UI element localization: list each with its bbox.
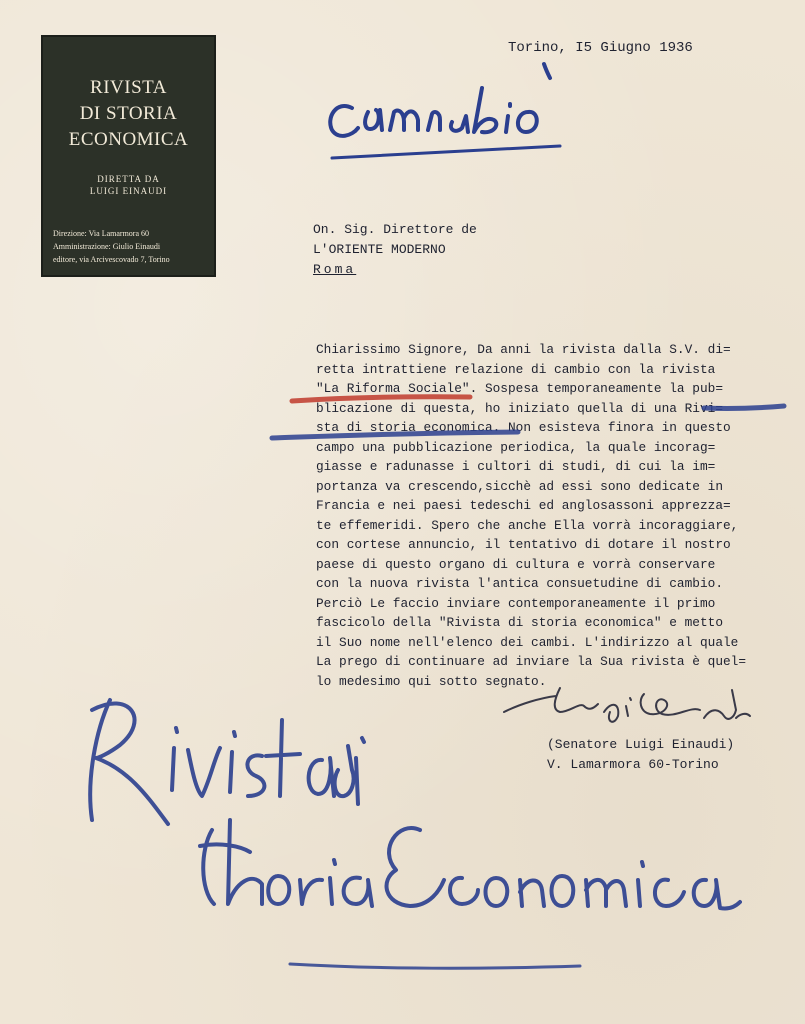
addressee-line: L'ORIENTE MODERNO	[313, 242, 446, 257]
signature-block	[547, 735, 734, 775]
handwritten-cambio-mark	[330, 64, 550, 136]
handwritten-rivista-di-storia-economica	[90, 700, 740, 909]
addressee-city: Roma	[313, 262, 357, 277]
body-line: campo una pubblicazione periodica, la quale incorag=	[316, 439, 716, 455]
letterhead-address	[53, 227, 206, 266]
letterhead-title	[43, 75, 214, 153]
body-line: "La Riforma Sociale". Sospesa temporaneamente la pub=	[316, 381, 724, 396]
addressee-line: On. Sig. Direttore de	[313, 222, 477, 237]
signature-address-line: V. Lamarmora 60-Torino	[547, 757, 719, 772]
letterhead-title-line: ECONOMICA	[68, 129, 189, 150]
addressee-block	[313, 220, 477, 280]
body-line: sta di storia economica. Non esisteva finora in questo	[316, 420, 731, 435]
letter-date: Torino, I5 Giugno 1936	[508, 40, 693, 56]
letterhead-subtitle-line: DIRETTA DA	[97, 174, 160, 184]
body-line: paese di questo organo di cultura e vorrà conservare	[316, 556, 716, 572]
body-line: La prego di continuare ad inviare la Sua rivista è quel=	[316, 654, 747, 669]
letterhead-address-line: editore, via Arcivescovado 7, Torino	[53, 255, 170, 264]
body-line: con la nuova rivista l'antica consuetudine di cambio.	[316, 576, 724, 591]
body-line: portanza va crescendo,sicchè ad essi sono dedicate in	[316, 478, 724, 494]
letterhead-title-line: RIVISTA	[90, 77, 167, 98]
signature-scribble	[504, 688, 750, 722]
letterhead-block	[41, 35, 216, 277]
body-line: Francia e nei paesi tedeschi ed anglosassoni apprezza=	[316, 498, 731, 513]
body-line: blicazione di questa, ho iniziato quella di una Rivi=	[316, 400, 724, 416]
body-line: giasse e radunasse i cultori di studi, di cui la im=	[316, 459, 716, 474]
letterhead-subtitle	[43, 173, 214, 197]
letterhead-address-line: Amministrazione: Giulio Einaudi	[53, 242, 161, 251]
body-line: Perciò Le faccio inviare contemporaneamente il primo	[316, 595, 716, 611]
body-line: fascicolo della "Rivista di storia economica" e metto	[316, 615, 724, 630]
signature-name-line: (Senatore Luigi Einaudi)	[547, 737, 735, 752]
body-line: lo medesimo qui sotto segnato.	[316, 673, 547, 689]
letterhead-address-line: Direzione: Via Lamarmora 60	[53, 229, 149, 238]
body-line: il Suo nome nell'elenco dei cambi. L'indirizzo al quale	[316, 634, 739, 650]
body-line: retta intrattiene relazione di cambio con la rivista	[316, 361, 716, 377]
handwritten-underline-bottom	[290, 964, 580, 968]
body-line: con cortese annuncio, il tentativo di dotare il nostro	[316, 537, 731, 552]
handwritten-underline-top	[332, 146, 560, 158]
letter-body	[316, 340, 746, 691]
letterhead-title-line: DI STORIA	[79, 103, 178, 124]
letterhead-subtitle-line: LUIGI EINAUDI	[89, 186, 168, 196]
body-line: te effemeridi. Spero che anche Ella vorrà incoraggiare,	[316, 517, 739, 533]
body-line: Chiarissimo Signore, Da anni la rivista dalla S.V. di=	[316, 342, 731, 357]
